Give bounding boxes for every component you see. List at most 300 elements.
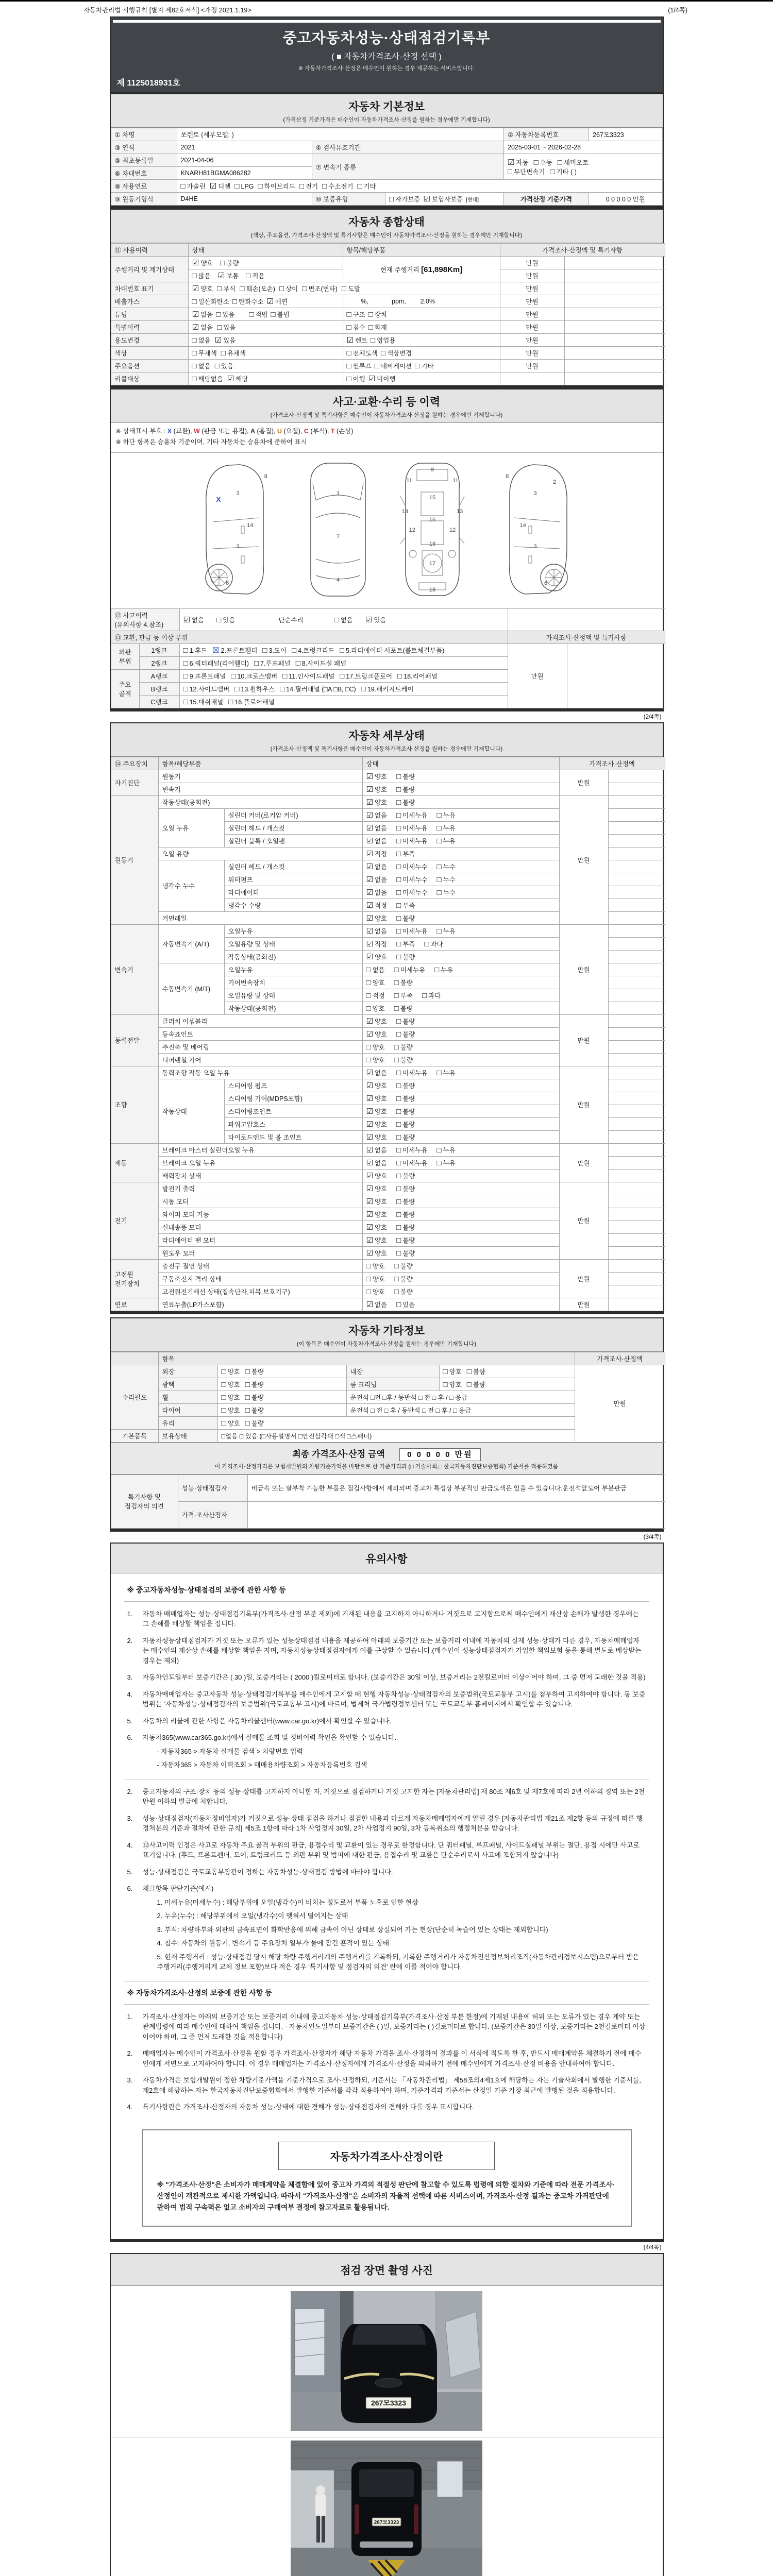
notice-sub-item: - 자동차365 > 자동차 실매물 검색 > 차량번호 입력 bbox=[157, 1747, 304, 1755]
checkbox-option[interactable]: □ 13.휠하우스 bbox=[234, 684, 275, 693]
checkbox-option[interactable]: □ 영업용 bbox=[371, 336, 396, 345]
checkbox-option[interactable]: □ 장치 bbox=[368, 310, 387, 319]
checkbox-option[interactable]: □ 18.리어패널 bbox=[397, 671, 438, 681]
checkbox-option[interactable]: □ 불량 bbox=[245, 1380, 264, 1389]
checkbox-option[interactable]: □ 일산화탄소 bbox=[192, 297, 229, 306]
checkbox-option[interactable]: ☑ 양호 bbox=[366, 952, 388, 961]
accident-header bbox=[111, 389, 663, 423]
checkbox-option[interactable]: □ 네비게이션 bbox=[374, 362, 412, 370]
table-row: 기어변속장치 □ 양호 □ 불량 bbox=[111, 976, 665, 989]
checkbox-option[interactable]: □ 불량 bbox=[396, 785, 415, 794]
table-row: 자기진단 원동기 ☑ 양호 □ 불량 만원 bbox=[111, 770, 665, 783]
panel-number-label: 3 bbox=[236, 544, 240, 550]
checkbox-option[interactable]: □ 14.필러패널 (□A □B, □C) bbox=[280, 684, 356, 693]
section-title: 자동차 기타정보 bbox=[348, 1325, 425, 1337]
checkbox-option[interactable]: □ 불량 bbox=[396, 798, 415, 807]
notice-heading-2: ※ 자동차가격조사·산정의 보증에 관한 사항 등 bbox=[124, 1981, 649, 2005]
checkbox-option[interactable]: □ 3.도어 bbox=[262, 646, 287, 655]
checkbox-option[interactable]: □ 없음 bbox=[192, 362, 211, 370]
table-row: ① 차명 쏘렌토 (세부모델: ) ② 자동차등록번호 267모3323 bbox=[111, 128, 662, 141]
accident-note-2: ※ 하단 항목은 승용차 기준이며, 기타 자동차는 승용차에 준하여 표시 bbox=[115, 438, 307, 446]
header-divider bbox=[113, 20, 661, 23]
checkbox-option[interactable]: ☑ 렌트 bbox=[346, 336, 368, 345]
checkbox-option[interactable]: ☑ 없음 bbox=[366, 875, 388, 884]
checkbox-option[interactable]: □ 누유 bbox=[434, 965, 453, 974]
section-subtitle: (가격조사·산정액 및 특기사항은 매수인이 자동차가격조사·산정을 원하는 경우에만 기재합니다) bbox=[270, 412, 503, 418]
checkbox-option[interactable]: □ 1.후드 bbox=[183, 646, 208, 655]
checkbox-option[interactable]: ☒ 2.프론트휀더 bbox=[212, 646, 258, 655]
panel-number-label: 1 bbox=[336, 490, 340, 497]
table-row: 작동상태(공회전) □ 양호 □ 불량 bbox=[111, 1002, 665, 1014]
checkbox-option[interactable]: □ 누수 bbox=[436, 888, 456, 897]
checkbox-option[interactable]: □ 불량 bbox=[396, 1210, 415, 1219]
checkbox-option[interactable]: □ 없음 bbox=[192, 336, 211, 345]
checkbox-option[interactable]: ☑ 미이행 bbox=[368, 375, 396, 383]
checkbox-option[interactable]: □ 불량 bbox=[396, 1248, 415, 1258]
checkbox-option[interactable]: □ 기타 ( ) bbox=[550, 167, 577, 176]
panel-number-label: 17 bbox=[429, 560, 436, 567]
checkbox-option[interactable]: □ 9.프론트패널 bbox=[183, 671, 226, 681]
checkbox-option[interactable]: □ LPG bbox=[234, 182, 254, 191]
checkbox-option[interactable]: □ 불량 bbox=[396, 952, 415, 961]
checkbox-option[interactable]: □ 7.루프패널 bbox=[254, 658, 291, 668]
checkbox-option[interactable]: □ 누유 bbox=[436, 1145, 456, 1155]
checkbox-option[interactable]: □ 누유 bbox=[436, 810, 456, 820]
checkbox-option[interactable]: ☑ 양호 bbox=[366, 1235, 388, 1245]
checkbox-option[interactable]: ☑ 양호 bbox=[366, 1016, 388, 1026]
checkbox-option[interactable]: □ 양호 bbox=[366, 1287, 385, 1296]
final-price-row bbox=[111, 1443, 663, 1475]
device-group-label: 동력전달 bbox=[111, 1014, 158, 1066]
checkbox-option[interactable]: ☑ 없음 bbox=[192, 323, 213, 332]
checkbox-option[interactable]: □ 기타 bbox=[415, 362, 434, 370]
checkbox-option[interactable]: □ 불량 bbox=[394, 1042, 413, 1052]
checkbox-option[interactable]: ☑ 양호 bbox=[366, 772, 388, 781]
checkbox-option[interactable]: □ 양호 bbox=[366, 1261, 385, 1270]
checkbox-option[interactable]: □ 불량 bbox=[396, 1120, 415, 1129]
checkbox-option[interactable]: □ 양호 bbox=[366, 978, 385, 987]
checkbox-option[interactable]: □ 가솔린 bbox=[180, 182, 206, 191]
checkbox-option[interactable]: □ 미세누수 bbox=[396, 875, 428, 884]
checkbox-option[interactable]: □ 있음 bbox=[217, 323, 236, 332]
checkbox-option[interactable]: □ 양호 bbox=[443, 1380, 462, 1389]
basic-info-header bbox=[111, 94, 663, 128]
table-row: 실린더 헤드 / 개스킷 ☑ 없음 □ 미세누유 □ 누유 bbox=[111, 821, 665, 834]
checkbox-option[interactable]: □ 불법 bbox=[271, 310, 290, 319]
checkbox-option[interactable]: □ 색상변경 bbox=[380, 349, 412, 358]
notice-item: 6. 자동차365(www.car365.go.kr)에서 실매물 조회 및 정비이력 확인을 확인할 수 있습니다. bbox=[127, 1734, 397, 1741]
panel-number-label: 8 bbox=[506, 473, 509, 480]
checkbox-option[interactable]: □ 미세누유 bbox=[396, 810, 428, 820]
checkbox-option[interactable]: □ 부족 bbox=[396, 849, 415, 858]
checkbox-option[interactable]: □ 미세누유 bbox=[396, 1145, 428, 1155]
checkbox-option[interactable]: ☑ 없음 bbox=[366, 1068, 388, 1077]
checkbox-option[interactable]: □ 수소전기 bbox=[322, 182, 354, 191]
final-price-note: 이 가격조사·산정가격은 보험개발원의 차량기준가액을 바탕으로 한 기준가격과 (□ 기술사회,□ 한국자동차진단보증협회) 기준서를 적용하였음 bbox=[214, 1463, 559, 1470]
document-number: 제 1125018931호 bbox=[116, 79, 180, 88]
checkbox-option[interactable]: □ 불량 bbox=[396, 1081, 415, 1090]
table-row: 동력전달 클러치 어셈블리 ☑ 양호 □ 불량 만원 bbox=[111, 1014, 665, 1027]
checkbox-option[interactable]: □ 불량 bbox=[396, 1094, 415, 1103]
panel-number-label: 14 bbox=[247, 522, 254, 529]
checkbox-option[interactable]: □ 부족 bbox=[394, 991, 413, 1000]
panel-number-label: 13 bbox=[401, 509, 408, 515]
section-etc-info bbox=[110, 1317, 664, 1532]
car-side-left-diagram bbox=[192, 460, 280, 600]
table-row: 연료 연료누출(LP가스포함) ☑ 없음 □ 있음 만원 bbox=[111, 1298, 665, 1311]
checkbox-option[interactable]: □ 부족 bbox=[396, 901, 415, 910]
definition-title: 자동차가격조사·산정이란 bbox=[278, 2142, 495, 2170]
table-row: 색상 □ 무채색 □ 유채색 □ 전체도색 □ 색상변경 만원 bbox=[111, 347, 665, 360]
checkbox-option[interactable]: □ 누수 bbox=[436, 862, 456, 871]
checkbox-option[interactable]: ☑ 있음 bbox=[365, 615, 386, 624]
checkbox-option[interactable]: □ 미세누수 bbox=[396, 862, 428, 871]
checkbox-option[interactable]: ☑ 없음 bbox=[366, 862, 388, 871]
checkbox-option[interactable]: □ 불량 bbox=[220, 259, 239, 267]
checkbox-option[interactable]: ☑ 자동 bbox=[508, 158, 529, 167]
checkbox-option[interactable]: □ 세미오토 bbox=[557, 158, 589, 167]
checkbox-option[interactable]: ☑ 양호 bbox=[366, 1094, 388, 1103]
status-symbol: T bbox=[330, 428, 335, 435]
checkbox-option[interactable]: □ 불량 bbox=[245, 1418, 264, 1428]
checkbox-option[interactable]: ☑ 없음 bbox=[366, 836, 388, 845]
inspection-photo-rear[interactable] bbox=[291, 2441, 482, 2576]
checkbox-option[interactable]: □ 수동 bbox=[533, 158, 552, 167]
section-photos bbox=[110, 2253, 664, 2576]
sub-group-label: 수동변속기 (M/T) bbox=[158, 963, 224, 1014]
checkbox-option[interactable]: □ 4.트렁크리드 bbox=[292, 646, 334, 655]
checkbox-option[interactable]: □ 불량 bbox=[396, 1132, 415, 1142]
checkbox-option[interactable]: □ 19.패키지트레이 bbox=[361, 684, 414, 693]
sub-group-label: 자동변속기 (A/T) bbox=[158, 924, 224, 963]
checkbox-option[interactable]: □ 없음 bbox=[334, 615, 353, 624]
checkbox-option[interactable]: ☑ 보통 bbox=[217, 272, 239, 280]
checkbox-option[interactable]: ☑ 디젤 bbox=[209, 182, 231, 191]
checkbox-option[interactable]: □ 자가보증 bbox=[389, 195, 421, 204]
photo-rear-view bbox=[291, 2441, 482, 2576]
checkbox-option[interactable]: ☑ 양호 bbox=[366, 1120, 388, 1129]
checkbox-option[interactable]: □ 11.인사이드패널 bbox=[282, 671, 335, 681]
checkbox-option[interactable]: ☑ 양호 bbox=[366, 1223, 388, 1232]
checkbox-option[interactable]: □ 없음 bbox=[366, 965, 385, 974]
table-row: 기본품목 보유상태 □없음 □ 있음 (□사용설명서 □안전삼각대 □잭 □스패너) bbox=[111, 1429, 665, 1442]
table-row: 오일 유량 ☑ 적정 □ 부족 bbox=[111, 847, 665, 860]
checkbox-option[interactable]: □ 부족 bbox=[396, 939, 415, 948]
checkbox-option[interactable]: ☑ 양호 bbox=[192, 259, 213, 267]
inspection-photo-front[interactable] bbox=[291, 2291, 482, 2434]
notice-heading-1: ※ 중고자동차성능·상태점검의 보증에 관한 사항 등 bbox=[124, 1579, 649, 1602]
notice-list-3 bbox=[124, 2005, 649, 2121]
checkbox-option[interactable]: □ 6.쿼터패널(리어휀더) bbox=[183, 658, 249, 668]
checkbox-option[interactable]: □ 16.플로어패널 bbox=[228, 697, 275, 706]
checkbox-option[interactable]: □ 유채색 bbox=[221, 349, 246, 358]
inspector-comment: 비금속 또는 탈부착 가능한 부품은 점검사항에서 제외되며 중고차 특성상 부분적인 판금도색은 있을 수 있습니다.운전석앞도어 부분판금 bbox=[247, 1475, 665, 1501]
appraiser-comment bbox=[247, 1501, 665, 1528]
table-row: 냉각수 수량 ☑ 적정 □ 부족 bbox=[111, 899, 665, 911]
checkbox-option[interactable]: ☑ 적정 bbox=[366, 849, 388, 858]
checkbox-option[interactable]: □ 누수 bbox=[436, 875, 456, 884]
checkbox-option[interactable]: ☑ 양호 bbox=[366, 1081, 388, 1090]
checkbox-option[interactable]: □ 불량 bbox=[396, 772, 415, 781]
definition-text: ※ "가격조사·산정"은 소비자가 매매계약을 체결함에 있어 중고차 가격의 적절성 판단에 참고할 수 있도록 법령에 의한 절차와 기준에 따라 전문 가격조사·산정인이 객관적으로 제시한 가액입니다. 따라서 "가격조사·산정"은 소비자의 자율적 선택에 따른 서비스이며, 가격조사·산정 결과는 중고차 가격판단에 관하여 법적 구속력은 없고 소비자의 구매여부 결정에 참고자료로 활용됩니다. bbox=[157, 2180, 615, 2212]
device-group-label: 자기진단 bbox=[111, 770, 158, 795]
checkbox-option[interactable]: □ 불량 bbox=[245, 1405, 264, 1415]
checkbox-option[interactable]: □ 양호 bbox=[221, 1405, 240, 1415]
table-row: 브레이크 오일 누유 ☑ 없음 □ 미세누유 □ 누유 bbox=[111, 1156, 665, 1169]
sub-group-label: 오일 누유 bbox=[158, 808, 224, 847]
table-row: ⑥ 차대번호 KNARH81BGMA086282 bbox=[111, 167, 662, 180]
table-row: 조향 동력조향 작동 오일 누유 ☑ 없음 □ 미세누유 □ 누유 만원 bbox=[111, 1066, 665, 1079]
document-title: 중고자동차성능·상태점검기록부 bbox=[282, 30, 491, 46]
checkbox-option[interactable]: □ 불량 bbox=[466, 1367, 485, 1376]
checkbox-option[interactable]: □ 불량 bbox=[394, 978, 413, 987]
checkbox-option[interactable]: □ 미세누유 bbox=[396, 926, 428, 936]
checkbox-option[interactable]: □ 누유 bbox=[436, 926, 456, 936]
checkbox-option[interactable]: ☑ 양호 bbox=[366, 1171, 388, 1180]
notice-sub-item: 5. 현재 주행거리 : 성능·상태점검 당시 해당 차량 주행거리계의 주행거리를 기록하되, 기록한 주행거리가 자동차전산정보처리조직(자동차관리정보시스템)으로부터 받은 주행거리(주행거리계 교체 정보 포함)보다 적은 경우 '특기사항 및 점검자의 의견' 란에 이를 적어야 합니다. bbox=[157, 1953, 640, 1971]
checkbox-option[interactable]: ☑ 적정 bbox=[366, 939, 388, 948]
checkbox-option[interactable]: ☑ 양호 bbox=[366, 1029, 388, 1039]
table-header-row: ⑭ 주요장치 항목/해당부품 상태 가격조사·산정액 bbox=[111, 757, 665, 770]
etc-info-table bbox=[111, 1352, 665, 1443]
table-row: 타이어 □ 양호 □ 불량 운전석 □ 전 □ 후 / 동반석 □ 전 □ 후 / □ 응급 bbox=[111, 1403, 665, 1416]
checkbox-option[interactable]: □ 불량 bbox=[396, 1107, 415, 1116]
checkbox-option[interactable]: □ 미세누유 bbox=[396, 823, 428, 833]
checkbox-option[interactable]: □ 불량 bbox=[394, 1055, 413, 1064]
checkbox-option[interactable]: □ 적정 bbox=[366, 991, 385, 1000]
table-row: 배출가스 □ 일산화탄소 □ 탄화수소 ☑ 매연 %, ppm, 2.0% 만원 bbox=[111, 295, 665, 308]
status-symbol: W bbox=[194, 428, 200, 435]
document-sheet bbox=[82, 2, 691, 2576]
table-header-row: 항목 가격조사·산정액 bbox=[111, 1352, 665, 1365]
table-row: ⑤ 최초등록일 2021-04-06 ⑦ 변속기 종류 ☑ 자동 □ 수동 □ 세미오토 □ 무단변속기 □ 기타 ( ) bbox=[111, 154, 662, 167]
checkbox-option[interactable]: □ 불량 bbox=[396, 1197, 415, 1206]
table-row: 휠 □ 양호 □ 불량 운전석 □전 □후 / 동반석 □ 전 □ 후 / □ 응급 bbox=[111, 1391, 665, 1403]
checkbox-option[interactable]: □ 불량 bbox=[396, 1171, 415, 1180]
table-row: 용도변경 □ 없음 ☑ 있음 ☑ 렌트 □ 영업용 만원 bbox=[111, 334, 665, 347]
checkbox-option[interactable]: ☑ 매연 bbox=[266, 297, 288, 306]
checkbox-option[interactable]: □ 불량 bbox=[396, 913, 415, 923]
document-note: ※ 자동차가격조사·산정은 매수인이 원하는 경우 제공하는 서비스입니다. bbox=[298, 65, 475, 72]
checkbox-option[interactable]: □ 양호 bbox=[366, 1042, 385, 1052]
checkbox-option[interactable]: □ 도말 bbox=[341, 284, 361, 293]
checkbox-option[interactable]: □ 과다 bbox=[424, 939, 443, 948]
checkbox-option[interactable]: ☑ 없음 bbox=[366, 810, 388, 820]
checkbox-option[interactable]: □ 누유 bbox=[436, 1068, 456, 1077]
checkbox-option[interactable]: ☑ 적정 bbox=[366, 901, 388, 910]
checkbox-option[interactable]: ☑ 없음 bbox=[183, 615, 205, 624]
panel-number-label: 15 bbox=[429, 494, 436, 501]
odometer-value: [61,898Km] bbox=[421, 265, 463, 274]
checkbox-option[interactable]: ☑ 없음 bbox=[366, 823, 388, 833]
checkbox-option[interactable]: ☑ 양호 bbox=[366, 1184, 388, 1193]
panel-number-label: 6 bbox=[225, 580, 229, 586]
section-notices bbox=[110, 1543, 664, 2243]
table-row: 차대번호 표기 ☑ 양호 □ 부식 □ 훼손(오손) □ 상이 □ 변조(변타) □ 도말 만원 bbox=[111, 282, 665, 295]
checkbox-option[interactable]: □ 변조(변타) bbox=[302, 284, 338, 293]
checkbox-option[interactable]: □ 미세누유 bbox=[396, 1158, 428, 1167]
checkbox-option[interactable]: □ 불량 bbox=[396, 1016, 415, 1026]
overall-status-header bbox=[111, 210, 663, 243]
checkbox-option[interactable]: ☑ 없음 bbox=[366, 888, 388, 897]
checkbox-option[interactable]: ☑ 양호 bbox=[366, 1107, 388, 1116]
document-subtitle: ( ■ 자동차가격조사·산정 선택 ) bbox=[331, 53, 442, 61]
checkbox-option[interactable]: □ 불량 bbox=[466, 1380, 485, 1389]
final-price-value[interactable]: 0 0 0 0 0 만원 bbox=[399, 1448, 481, 1461]
checkbox-option[interactable]: ☑ 보험사보증 bbox=[423, 195, 463, 204]
checkbox-option[interactable]: □ 불량 bbox=[396, 1223, 415, 1232]
checkbox-option[interactable]: □ 탄화수소 bbox=[232, 297, 264, 306]
checkbox-option[interactable]: ☑ 해당 bbox=[227, 375, 248, 383]
checkbox-option[interactable]: □ 무채색 bbox=[192, 349, 217, 358]
checkbox-option[interactable]: □ 훼손(오손) bbox=[240, 284, 276, 293]
photo-front-view bbox=[291, 2291, 482, 2431]
table-row: ⑨ 원동기형식 D4HE ⑩ 보증유형 □ 자가보증 ☑ 보험사보증 [현대] 가격산정 기준가격 0 0 0 0 0 만원 bbox=[111, 193, 662, 206]
notice-item: 1. 가격조사·산정자는 아래의 보증기간 또는 보증거리 이내에 중고자동차 성능·상태점검기록부(가격조사·산정 부분 한정)에 기재된 내용에 허위 또는 오류가 있는 경우 계약 또는 관계법령에 따라 매수인에 대하여 책임을 집니다. · 자동차인도일부터 보증기간은 ( )일, 보증거리는 ( )킬로미터로 합니다. (보증기간은 30일 이상, 보증거리는 2천킬로미터 이상이어야 하며, 그 중 먼저 도래한 것을 적용합니다) bbox=[127, 2012, 646, 2041]
table-row: 주행거리 및 계기상태 ☑ 양호 □ 불량 현재 주행거리 [61,898Km] 만원 bbox=[111, 257, 665, 269]
panel-number-label: 12 bbox=[449, 527, 456, 533]
table-row: 주요 골격 A랭크 □ 9.프론트패널 □ 10.크로스멤버 □ 11.인사이드패널 □ 17.트렁크플로어 □ 18.리어패널 bbox=[111, 669, 665, 682]
device-group-label: 제동 bbox=[111, 1143, 158, 1182]
checkbox-option[interactable]: □ 불량 bbox=[394, 1004, 413, 1013]
checkbox-option[interactable]: ☑ 양호 bbox=[366, 1210, 388, 1219]
checkbox-option[interactable]: □ 무단변속기 bbox=[508, 167, 545, 176]
checkbox-option[interactable]: □ 적법 bbox=[249, 310, 268, 319]
section-subtitle: (가격산정 기준가격은 매수인이 자동차가격조사·산정을 원하는 경우에만 기재합니다) bbox=[283, 117, 490, 123]
checkbox-option[interactable]: □ 미세누유 bbox=[396, 1068, 428, 1077]
device-group-label: 고전원 전기장치 bbox=[111, 1259, 158, 1298]
status-symbol: C bbox=[304, 428, 309, 435]
checkbox-option[interactable]: □ 양호 bbox=[221, 1418, 240, 1428]
table-row: 윈도우 모터 ☑ 양호 □ 불량 bbox=[111, 1246, 665, 1259]
checkbox-option[interactable]: ☑ 있음 bbox=[214, 336, 236, 345]
etc-info-header bbox=[111, 1318, 663, 1352]
checkbox-option[interactable]: ☑ 양호 bbox=[366, 913, 388, 923]
checkbox-option[interactable]: □ 전체도색 bbox=[346, 349, 378, 358]
checkbox-option[interactable]: □ 이행 bbox=[346, 375, 365, 383]
section-subtitle: (가격조사·산정액 및 특기사항은 매수인이 자동차가격조사·산정을 원하는 경우에만 기재합니다) bbox=[270, 745, 503, 752]
table-row: C랭크 □ 15.대쉬패널 □ 16.플로어패널 bbox=[111, 695, 665, 708]
checkbox-option[interactable]: □ 화재 bbox=[368, 323, 387, 332]
checkbox-option[interactable]: □ 불량 bbox=[394, 1261, 413, 1270]
checkbox-option[interactable]: □ 해당없음 bbox=[192, 375, 223, 383]
checkbox-option[interactable]: □ 누유 bbox=[436, 836, 456, 845]
checkbox-option[interactable]: □ 양호 bbox=[366, 1055, 385, 1064]
checkbox-option[interactable]: ☑ 양호 bbox=[366, 1197, 388, 1206]
checkbox-option[interactable]: □ 불량 bbox=[396, 1235, 415, 1245]
notice-item: 5. 자동차의 리콜에 관한 사항은 자동차리콜센터(www.car.go.kr)에서 확인할 수 있습니다. bbox=[127, 1717, 392, 1725]
checkbox-option[interactable]: □ 양호 bbox=[221, 1393, 240, 1402]
checkbox-option[interactable]: □ 15.대쉬패널 bbox=[183, 697, 224, 706]
checkbox-option[interactable]: □ 기타 bbox=[357, 182, 376, 191]
checkbox-option[interactable]: ☑ 양호 bbox=[366, 1248, 388, 1258]
checkbox-option[interactable]: □ 있음 bbox=[216, 310, 235, 319]
checkbox-option[interactable]: □ 5.라디에이터 서포트(볼트체결부품) bbox=[339, 646, 445, 655]
checkbox-option[interactable]: □ 양호 bbox=[443, 1367, 462, 1376]
table-header-row: ⑪ 사용이력 상태 항목/해당부품 가격조사·산정액 및 특기사항 bbox=[111, 244, 665, 257]
checkbox-option[interactable]: □ 12.사이드멤버 bbox=[183, 684, 230, 693]
checkbox-option[interactable]: □ 불량 bbox=[245, 1367, 264, 1376]
checkbox-option[interactable]: ☑ 없음 bbox=[366, 1300, 388, 1309]
table-row: 주요옵션 □ 없음 □ 있음 □ 썬루프 □ 네비게이션 □ 기타 만원 bbox=[111, 360, 665, 372]
checkbox-option[interactable]: □ 누유 bbox=[436, 1158, 456, 1167]
checkbox-option[interactable]: ☑ 양호 bbox=[366, 1132, 388, 1142]
checkbox-option[interactable]: ☑ 없음 bbox=[366, 926, 388, 936]
device-group-label: 원동기 bbox=[111, 795, 158, 924]
section-detail-status bbox=[110, 722, 664, 1314]
checkbox-option[interactable]: □ 구조 bbox=[346, 310, 365, 319]
license-plate-front: 267모3323 bbox=[371, 2399, 407, 2408]
checkbox-option[interactable]: □ 17.트렁크플로어 bbox=[340, 671, 393, 681]
checkbox-option[interactable]: □ 8.사이드실 패널 bbox=[295, 658, 347, 668]
checkbox-option[interactable]: ☑ 양호 bbox=[366, 785, 388, 794]
checkbox-option[interactable]: □ 불량 bbox=[245, 1393, 264, 1402]
car-top-view-diagram bbox=[305, 460, 372, 600]
sub-group-label: 냉각수 누수 bbox=[158, 860, 224, 911]
checkbox-option[interactable]: □ 불량 bbox=[394, 1287, 413, 1296]
checkbox-option[interactable]: □ 불량 bbox=[396, 1184, 415, 1193]
checkbox-option[interactable]: □ 침수 bbox=[346, 323, 365, 332]
checkbox-option[interactable]: □ 전기 bbox=[299, 182, 318, 191]
checkbox-option[interactable]: □ 불량 bbox=[394, 1274, 413, 1283]
checkbox-option[interactable]: □ 미세누유 bbox=[394, 965, 426, 974]
checkbox-option[interactable]: □ 양호 bbox=[366, 1004, 385, 1013]
checkbox-option[interactable]: ☑ 없음 bbox=[366, 1158, 388, 1167]
table-row: 작동상태 스티어링 펌프 ☑ 양호 □ 불량 bbox=[111, 1079, 665, 1092]
checkbox-option[interactable]: □ 썬루프 bbox=[346, 362, 372, 370]
car-side-right-diagram bbox=[493, 460, 581, 600]
table-row: 워터펌프 ☑ 없음 □ 미세누수 □ 누수 bbox=[111, 873, 665, 886]
checkbox-option[interactable]: □ 있음 bbox=[216, 615, 236, 624]
checkbox-option[interactable]: □ 불량 bbox=[396, 1029, 415, 1039]
checkbox-option[interactable]: □ 적음 bbox=[246, 272, 265, 280]
checkbox-option[interactable]: □ 양호 bbox=[221, 1380, 240, 1389]
checkbox-option[interactable]: □ 하이브리드 bbox=[258, 182, 295, 191]
checkbox-option[interactable]: □ 미세누유 bbox=[396, 836, 428, 845]
table-row: 변속기 ☑ 양호 □ 불량 bbox=[111, 783, 665, 795]
checkbox-option[interactable]: ☑ 양호 bbox=[192, 284, 213, 293]
table-row: 고전원 전기장치 충전구 절연 상태 □ 양호 □ 불량 만원 bbox=[111, 1259, 665, 1272]
accident-history-table bbox=[111, 608, 665, 708]
table-row: 오일유량 및 상태 □ 적정 □ 부족 □ 과다 bbox=[111, 989, 665, 1002]
page-number: (4/4쪽) bbox=[643, 2245, 662, 2251]
checkbox-option[interactable]: ☑ 없음 bbox=[366, 1145, 388, 1155]
checkbox-option[interactable]: ☑ 양호 bbox=[366, 798, 388, 807]
checkbox-option[interactable]: □ 많음 bbox=[192, 272, 211, 280]
checkbox-option[interactable]: □ 과다 bbox=[422, 991, 441, 1000]
checkbox-option[interactable]: □ 누유 bbox=[436, 823, 456, 833]
checkbox-option[interactable]: □ 상이 bbox=[279, 284, 298, 293]
table-row: 리콜대상 □ 해당없음 ☑ 해당 □ 이행 ☑ 미이행 bbox=[111, 372, 665, 385]
checkbox-option[interactable]: □ 양호 bbox=[221, 1367, 240, 1376]
table-row: 특기사항 및 점검자의 의견 성능·상태점검자 비금속 또는 탈부착 가능한 부품은 점검사항에서 제외되며 중고차 특성상 부분적인 판금도색은 있을 수 있습니다.운전석앞도어 부분판금 bbox=[111, 1475, 665, 1501]
checkbox-option[interactable]: □ 있음 bbox=[396, 1300, 415, 1309]
checkbox-option[interactable]: □ 10.크로스멤버 bbox=[231, 671, 278, 681]
table-row: 오일 누유 실린더 커버(로커암 커버) ☑ 없음 □ 미세누유 □ 누유 bbox=[111, 808, 665, 821]
notice-item: 3. 자동차가격은 보험개발원이 정한 차량기준가액을 기준가격으로 조사·산정하되, 기준서는 「자동차관리법」 제58조의4제1호에 해당하는 자는 기술사회에서 발행한 기준서를, 제2호에 해당하는 자는 한국자동차진단보증협회에서 발행한 기준서를 각각 적용하여야 하며, 기준가격과 기준서는 산정일 기준 가장 최근에 발행된 것을 적용합니다. bbox=[127, 2076, 641, 2094]
page-number: (3/4쪽) bbox=[643, 1534, 662, 1540]
device-group-label: 변속기 bbox=[111, 924, 158, 1014]
table-row: 제동 브레이크 마스터 실린더오일 누유 ☑ 없음 □ 미세누유 □ 누유 만원 bbox=[111, 1143, 665, 1156]
checkbox-option[interactable]: □ 미세누수 bbox=[396, 888, 428, 897]
table-row: 타이로드엔드 및 볼 조인트 ☑ 양호 □ 불량 bbox=[111, 1130, 665, 1143]
status-symbol: A bbox=[250, 428, 256, 435]
checkbox-option[interactable]: □ 부식 bbox=[217, 284, 236, 293]
checkbox-option[interactable]: □ 양호 bbox=[366, 1274, 385, 1283]
checkbox-option[interactable]: ☑ 없음 bbox=[192, 310, 213, 319]
checkbox-option[interactable]: □ 있음 bbox=[214, 362, 233, 370]
price-appraisal-definition bbox=[142, 2129, 632, 2227]
